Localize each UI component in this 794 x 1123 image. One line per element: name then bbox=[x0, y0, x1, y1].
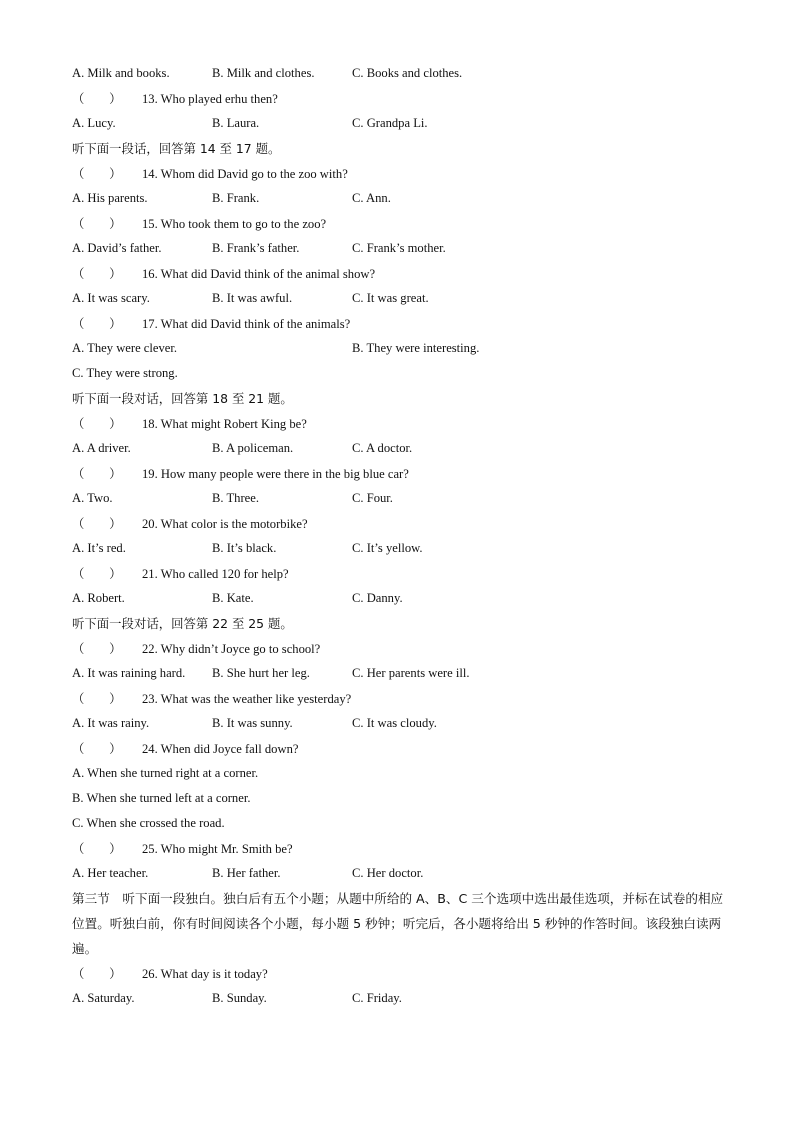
section-instruction: 听下面一段对话，回答第 18 至 21 题。 bbox=[72, 391, 293, 406]
answer-paren: （ ） bbox=[72, 516, 122, 531]
question-row bbox=[72, 511, 732, 536]
options-row bbox=[72, 236, 732, 261]
question-text: 22. Why didn’t Joyce go to school? bbox=[142, 642, 321, 656]
option-b: B. Laura. bbox=[212, 116, 260, 130]
answer-paren: （ ） bbox=[72, 91, 122, 106]
options-row bbox=[72, 661, 732, 686]
answer-paren: （ ） bbox=[72, 641, 122, 656]
question-text: 18. What might Robert King be? bbox=[142, 417, 307, 431]
option-c: C. It was cloudy. bbox=[352, 716, 437, 730]
option-c: C. A doctor. bbox=[352, 441, 413, 455]
question-row bbox=[72, 561, 732, 586]
option-c: C. Ann. bbox=[352, 191, 391, 205]
section-instruction: 听下面一段对话，回答第 22 至 25 题。 bbox=[72, 616, 293, 631]
option-c: C. Danny. bbox=[352, 591, 403, 605]
answer-paren: （ ） bbox=[72, 566, 122, 581]
question-text: 21. Who called 120 for help? bbox=[142, 567, 289, 581]
option-b: B. Three. bbox=[212, 491, 259, 505]
option-line: C. When she crossed the road. bbox=[72, 816, 225, 830]
question-row bbox=[72, 686, 732, 711]
option-a: A. They were clever. bbox=[72, 341, 178, 355]
option-a: A. Milk and books. bbox=[72, 66, 170, 80]
question-text: 15. Who took them to go to the zoo? bbox=[142, 217, 327, 231]
question-text: 20. What color is the motorbike? bbox=[142, 517, 308, 531]
question-row bbox=[72, 411, 732, 436]
option-a: A. David’s father. bbox=[72, 241, 162, 255]
question-text: 19. How many people were there in the big blue car? bbox=[142, 467, 409, 481]
options-row bbox=[72, 711, 732, 736]
question-row bbox=[72, 311, 732, 336]
option-b: B. She hurt her leg. bbox=[212, 666, 310, 680]
option-b: B. Kate. bbox=[212, 591, 254, 605]
question-text: 25. Who might Mr. Smith be? bbox=[142, 842, 293, 856]
question-row bbox=[72, 261, 732, 286]
question-row bbox=[72, 211, 732, 236]
options-row bbox=[72, 336, 732, 361]
question-text: 13. Who played erhu then? bbox=[142, 92, 278, 106]
answer-paren: （ ） bbox=[72, 741, 122, 756]
question-row bbox=[72, 161, 732, 186]
option-b: B. Milk and clothes. bbox=[212, 66, 315, 80]
option-a: A. It was rainy. bbox=[72, 716, 150, 730]
answer-paren: （ ） bbox=[72, 266, 122, 281]
option-c: C. Friday. bbox=[352, 991, 402, 1005]
section-paragraph: 第三节 听下面一段独白。独白后有五个小题；从题中所给的 A、B、C 三个选项中选出最佳选项，并标在试卷的相应位置。听独白前，你有时间阅读各个小题，每小题 5 秒钟；听完后，各小题将给出 5 秒钟的作答时间。该段独白读两遍。 bbox=[72, 891, 724, 956]
option-line: B. When she turned left at a corner. bbox=[72, 791, 251, 805]
answer-paren: （ ） bbox=[72, 466, 122, 481]
option-c: C. Frank’s mother. bbox=[352, 241, 446, 255]
answer-paren: （ ） bbox=[72, 166, 122, 181]
options-row bbox=[72, 586, 732, 611]
answer-paren: （ ） bbox=[72, 416, 122, 431]
answer-paren: （ ） bbox=[72, 216, 122, 231]
option-c: C. Grandpa Li. bbox=[352, 116, 428, 130]
question-row bbox=[72, 961, 732, 986]
question-text: 17. What did David think of the animals? bbox=[142, 317, 351, 331]
option-c: C. Her parents were ill. bbox=[352, 666, 470, 680]
options-row bbox=[72, 986, 732, 1011]
option-a: A. Saturday. bbox=[72, 991, 135, 1005]
question-text: 26. What day is it today? bbox=[142, 967, 268, 981]
option-c: C. It’s yellow. bbox=[352, 541, 423, 555]
options-row bbox=[72, 111, 732, 136]
option-a: A. Two. bbox=[72, 491, 113, 505]
question-text: 14. Whom did David go to the zoo with? bbox=[142, 167, 348, 181]
option-c: C. It was great. bbox=[352, 291, 429, 305]
answer-paren: （ ） bbox=[72, 966, 122, 981]
option-b: B. It was awful. bbox=[212, 291, 293, 305]
section-instruction: 听下面一段话，回答第 14 至 17 题。 bbox=[72, 141, 281, 156]
option-b: B. It was sunny. bbox=[212, 716, 293, 730]
option-a: A. It’s red. bbox=[72, 541, 126, 555]
options-row bbox=[72, 486, 732, 511]
question-row bbox=[72, 736, 732, 761]
options-row bbox=[72, 286, 732, 311]
option-b: B. It’s black. bbox=[212, 541, 277, 555]
option-c: C. Books and clothes. bbox=[352, 66, 463, 80]
option-a: A. Lucy. bbox=[72, 116, 116, 130]
option-b: B. Frank’s father. bbox=[212, 241, 300, 255]
question-row bbox=[72, 461, 732, 486]
options-row bbox=[72, 61, 732, 86]
exam-page bbox=[72, 61, 732, 1011]
answer-paren: （ ） bbox=[72, 691, 122, 706]
question-row bbox=[72, 86, 732, 111]
option-a: A. It was raining hard. bbox=[72, 666, 186, 680]
option-line: A. When she turned right at a corner. bbox=[72, 766, 259, 780]
option-a: A. His parents. bbox=[72, 191, 148, 205]
option-b: B. A policeman. bbox=[212, 441, 294, 455]
options-row bbox=[72, 536, 732, 561]
options-row bbox=[72, 186, 732, 211]
options-row bbox=[72, 436, 732, 461]
question-row bbox=[72, 836, 732, 861]
option-line: C. They were strong. bbox=[72, 366, 178, 380]
option-c: C. Four. bbox=[352, 491, 393, 505]
option-a: A. Her teacher. bbox=[72, 866, 149, 880]
answer-paren: （ ） bbox=[72, 316, 122, 331]
question-text: 16. What did David think of the animal show? bbox=[142, 267, 376, 281]
question-row bbox=[72, 636, 732, 661]
option-c: C. Her doctor. bbox=[352, 866, 424, 880]
option-b: B. Frank. bbox=[212, 191, 260, 205]
options-row bbox=[72, 861, 732, 886]
answer-paren: （ ） bbox=[72, 841, 122, 856]
option-b: B. They were interesting. bbox=[352, 341, 480, 355]
question-text: 24. When did Joyce fall down? bbox=[142, 742, 299, 756]
option-b: B. Sunday. bbox=[212, 991, 267, 1005]
question-text: 23. What was the weather like yesterday? bbox=[142, 692, 352, 706]
option-a: A. A driver. bbox=[72, 441, 131, 455]
option-a: A. Robert. bbox=[72, 591, 125, 605]
option-b: B. Her father. bbox=[212, 866, 281, 880]
option-a: A. It was scary. bbox=[72, 291, 150, 305]
